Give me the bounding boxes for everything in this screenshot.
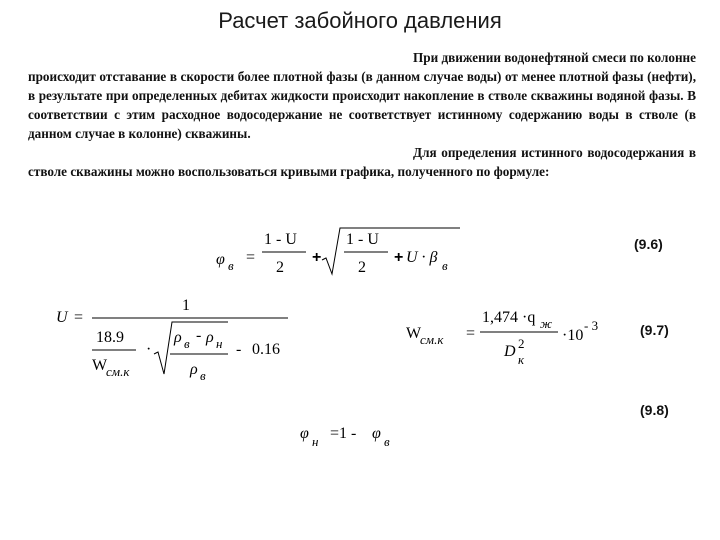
- numerator-w: 1,474 ·q: [482, 309, 536, 326]
- equation-number-9-7: (9.7): [640, 322, 669, 338]
- equals-sign-w: =: [466, 325, 476, 342]
- denominator-2: 2: [358, 259, 366, 276]
- equals-sign-u: =: [74, 309, 84, 326]
- equation-9-6: [210, 226, 470, 286]
- d-exponent: 2: [518, 336, 525, 351]
- subscript-v-rho: в: [184, 336, 190, 351]
- minus-sign: -: [196, 327, 202, 344]
- dot-sign: ·: [146, 341, 152, 358]
- subscript-v-2: в: [442, 258, 448, 273]
- mult-10: ·10: [562, 327, 584, 344]
- w-lhs: W: [406, 325, 422, 342]
- subscript-v-phi: в: [384, 434, 390, 449]
- denominator-1: 2: [276, 259, 284, 276]
- u-beta-term: U · β: [406, 249, 438, 266]
- phi-symbol: φ: [216, 251, 225, 268]
- subscript-v: в: [228, 258, 234, 273]
- d-symbol: D: [504, 343, 516, 360]
- phi-v: φ: [372, 425, 381, 442]
- minus-sign-2: -: [236, 341, 242, 358]
- subscript-smk-w: см.к: [420, 332, 444, 347]
- equation-number-9-8: (9.8): [640, 402, 669, 418]
- subscript-n-rho: н: [216, 336, 223, 351]
- u-lhs: U: [56, 309, 68, 326]
- const-0-16: 0.16: [252, 341, 280, 358]
- rho-v: ρ: [174, 329, 182, 346]
- sqrt-sign: [322, 228, 460, 274]
- numerator-1: 1 - U: [264, 231, 297, 248]
- subscript-zh: ж: [540, 316, 553, 331]
- body-text: [28, 48, 696, 181]
- paragraph-2: Для определения истинного водосодержания в стволе скважины можно воспользоваться кривыми графика, полученного по формуле:: [28, 145, 696, 179]
- rho-n: ρ: [206, 329, 214, 346]
- equation-9-8: [300, 418, 420, 458]
- plus-sign: +: [312, 249, 322, 266]
- w-symbol: W: [92, 357, 108, 374]
- plus-sign-2: +: [394, 249, 404, 266]
- equation-u: [56, 294, 306, 390]
- page-title: Расчет забойного давления: [218, 8, 502, 33]
- equals-sign: =: [246, 249, 256, 266]
- phi-n: φ: [300, 425, 309, 442]
- subscript-k: к: [518, 352, 525, 367]
- rhs-text: =1 -: [330, 425, 357, 442]
- paragraph-1: При движении водонефтяной смеси по колонне происходит отставание в скорости более плотной фазы (в данном случае воды) от менее плотной фазы (нефти), в результате при определенных дебитах жидкости происходит накопление в стволе скважины водяной фазы. В соответствии с этим расходное водосодержание не соответствует истинному содержанию воды в стволе (в данном случае в колонне) скважины.: [28, 50, 696, 141]
- top-one: 1: [182, 297, 190, 314]
- equation-w: [406, 306, 606, 376]
- subscript-v-den: в: [200, 368, 206, 383]
- coef-18-9: 18.9: [96, 329, 124, 346]
- subscript-n: н: [312, 434, 319, 449]
- subscript-smk: см.к: [106, 364, 130, 379]
- equation-number-9-6: (9.6): [634, 236, 663, 252]
- exponent-minus-3: - 3: [584, 318, 599, 333]
- numerator-2: 1 - U: [346, 231, 379, 248]
- rho-v-den: ρ: [190, 361, 198, 378]
